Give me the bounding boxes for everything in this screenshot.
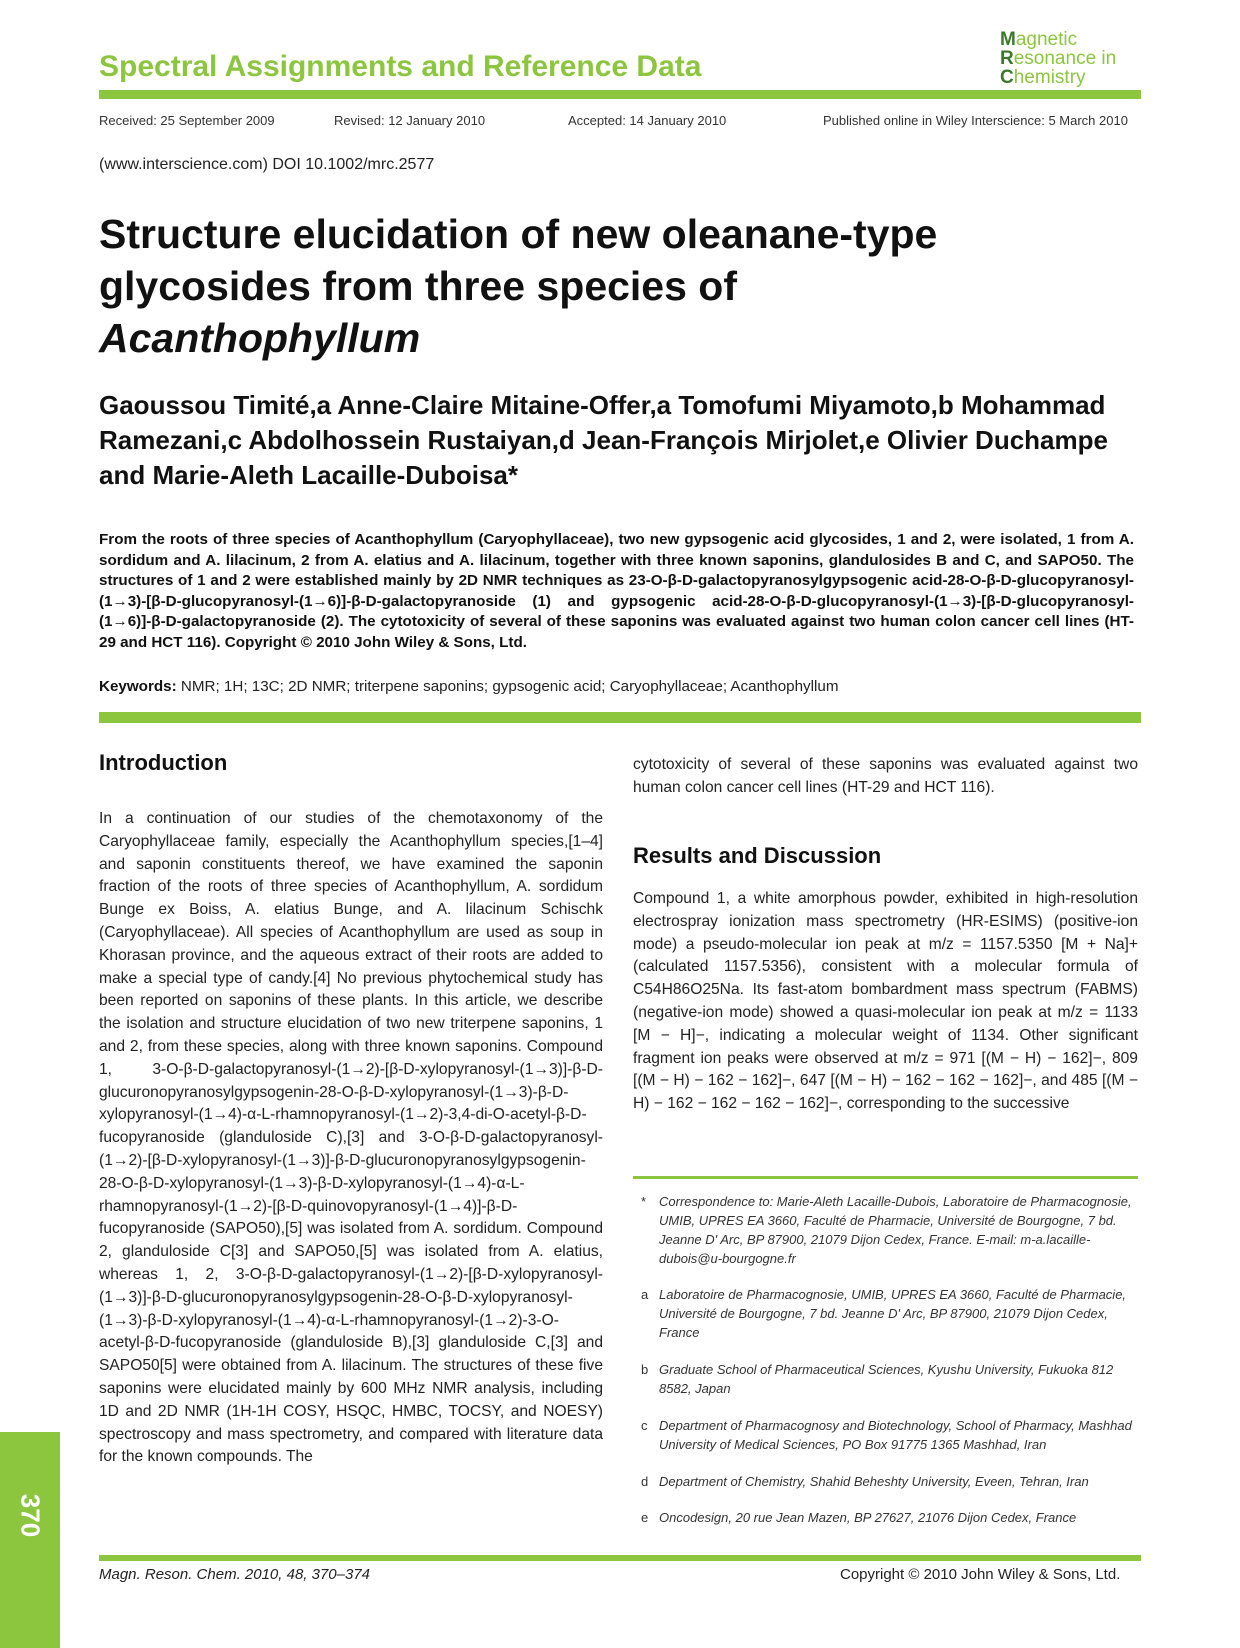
results-heading: Results and Discussion <box>633 843 882 868</box>
author-list: Gaoussou Timité,a Anne-Claire Mitaine-Offer,a Tomofumi Miyamoto,b Mohammad Ramezani,c Abdolhossein Rustaiyan,d Jean-François Mirjolet,e Olivier Duchampe and Marie-Aleth Lacaille-Duboisa* <box>99 390 1108 490</box>
logo-line-1: agnetic <box>1015 29 1078 50</box>
article-title <box>99 208 1149 364</box>
keywords-text: NMR; 1H; 13C; 2D NMR; triterpene saponins; gypsogenic acid; Caryophyllaceae; Acanthophyllum <box>180 678 839 695</box>
section-title: Spectral Assignments and Reference Data <box>99 50 702 83</box>
title-line-1: Structure elucidation of new oleanane-type <box>99 211 938 257</box>
revised-date: Revised: 12 January 2010 <box>334 113 486 128</box>
results-text: Compound 1, a white amorphous powder, exhibited in high-resolution electrospray ionization mass spectrometry (HR-ESIMS) (positive-ion mode) a pseudo-molecular ion peak at m/z = 1157.5350 [M + Na]+ (calculated 1157.5356), consistent with a molecular formula of C54H86O25Na. Its fast-atom bombardment mass spectrum (FABMS) (negative-ion mode) showed a quasi-molecular ion peak at m/z = 1133 [M − H]−, indicating a molecular weight of 1134. Other significant fragment ion peaks were observed at m/z = 971 [(M − H) − 162]−, 809 [(M − H) − 162 − 162]−, 647 [(M − H) − 162 − 162 − 162]−, and 485 [(M − H) − 162 − 162 − 162 − 162]−, corresponding to the successive <box>633 890 1138 1113</box>
footnote-mark-corr: * <box>641 1194 647 1209</box>
introduction-heading: Introduction <box>99 750 228 775</box>
footnote-mark-b: b <box>641 1362 649 1377</box>
introduction-text: In a continuation of our studies of the chemotaxonomy of the Caryophyllaceae family, especially the Acanthophyllum species,[1–4] and saponin constituents thereof, we have examined the saponin fraction of the roots of three species of Acanthophyllum, A. sordidum Bunge ex Boiss, A. elatius Bunge, and A. lilacinum Schischk (Caryophyllaceae). All species of Acanthophyllum are used as soup in Khorasan province, and the aqueous extract of their roots are added to make a special type of candy.[4] No previous phytochemical study has been reported on saponins of these plants. In this article, we describe the isolation and structure elucidation of two new triterpene saponins, 1 and 2, from these species, along with three known saponins. Compound 1, 3-O-β-D-galactopyranosyl-(1→2)-[β-D-xylopyranosyl-(1→3)]-β-D-glucuronopyranosylgypsogenin-28-O-β-D-xylopyranosyl-(1→3)-β-D-xylopyranosyl-(1→4)-α-L-rhamnopyranosyl-(1→2)-3,4-di-O-acetyl-β-D-fucopyranoside (glanduloside C),[3] and 3-O-β-D-galactopyranosyl-(1→2)-[β-D-xylopyranosyl-(1→3)]-β-D-glucuronopyranosylgypsogenin-28-O-β-D-xylopyranosyl-(1→3)-β-D-xylopyranosyl-(1→4)-α-L-rhamnopyranosyl-(1→2)-[β-D-quinovopyranosyl-(1→4)]-β-D-fucopyranoside (SAPO50),[5] was isolated from A. sordidum. Compound 2, glanduloside C[3] and SAPO50,[5] was isolated from A. elatius, whereas 1, 2, 3-O-β-D-galactopyranosyl-(1→2)-[β-D-xylopyranosyl-(1→3)]-β-D-glucuronopyranosylgypsogenin-28-O-β-D-xylopyranosyl-(1→3)-β-D-xylopyranosyl-(1→4)-α-L-rhamnopyranosyl-(1→2)-3-O-acetyl-β-D-fucopyranoside (glanduloside B),[3] glanduloside C,[3] and SAPO50[5] were obtained from A. lilacinum. The structures of these five saponins were elucidated mainly by 600 MHz NMR analysis, including 1D and 2D NMR (1H-1H COSY, HSQC, HMBC, TOCSY, and NOESY) spectroscopy and mass spectrometry, and compared with literature data for the known compounds. The <box>99 810 603 1466</box>
logo-cap-2: R <box>1000 48 1014 69</box>
title-line-3: Acanthophyllum <box>99 315 421 361</box>
footnote-affiliation-b: Graduate School of Pharmaceutical Sciences, Kyushu University, Fukuoka 812 8582, Japan <box>659 1362 1114 1396</box>
logo-line-2: esonance in <box>1013 48 1117 69</box>
journal-citation: Magn. Reson. Chem. 2010, 48, 370–374 <box>99 1566 371 1583</box>
abstract-rule <box>99 712 1141 723</box>
accepted-date: Accepted: 14 January 2010 <box>568 113 727 128</box>
page-number: 370 <box>15 1493 46 1538</box>
doi-line[interactable]: (www.interscience.com) DOI 10.1002/mrc.2577 <box>99 156 435 173</box>
footnote-mark-d: d <box>641 1474 649 1489</box>
logo-cap-3: C <box>1000 67 1014 88</box>
page-number-tab <box>0 1432 60 1648</box>
footnote-affiliation-d: Department of Chemistry, Shahid Beheshty University, Eveen, Tehran, Iran <box>659 1474 1089 1489</box>
abstract: From the roots of three species of Acanthophyllum (Caryophyllaceae), two new gypsogenic acid glycosides, 1 and 2, were isolated, 1 from A. sordidum and A. lilacinum, 2 from A. elatius and A. lilacinum, together with three known saponins, glandulosides B and C, and SAPO50. The structures of 1 and 2 were established mainly by 2D NMR techniques as 23-O-β-D-galactopyranosylgypsogenic acid-28-O-β-D-glucopyranosyl-(1→3)-[β-D-glucopyranosyl-(1→6)]-β-D-galactopyranoside (1) and gypsogenic acid-28-O-β-D-glucopyranosyl-(1→3)-[β-D-glucopyranosyl-(1→6)]-β-D-galactopyranoside (2). The cytotoxicity of several of these saponins was evaluated against two human colon cancer cell lines (HT-29 and HCT 116). Copyright © 2010 John Wiley & Sons, Ltd. <box>99 531 1134 651</box>
journal-logo <box>1000 30 1116 87</box>
published-date: Published online in Wiley Interscience: 5 March 2010 <box>823 113 1128 128</box>
keywords <box>99 678 1139 695</box>
footnote-rule <box>633 1176 1138 1179</box>
header-rule <box>99 90 1141 99</box>
footnote-mark-a: a <box>641 1287 649 1302</box>
logo-cap-1: M <box>1000 29 1016 50</box>
footer-rule <box>99 1555 1141 1561</box>
logo-line-3: hemistry <box>1013 67 1086 88</box>
footnote-mark-c: c <box>641 1418 648 1433</box>
keywords-label: Keywords: <box>99 678 177 695</box>
footnote-affiliation-a: Laboratoire de Pharmacognosie, UMIB, UPRES EA 3660, Faculté de Pharmacie, Université de Bourgogne, 7 bd. Jeanne D' Arc, BP 87900, 21079 Dijon Cedex, France <box>659 1287 1127 1340</box>
footer-copyright: Copyright © 2010 John Wiley & Sons, Ltd. <box>840 1566 1121 1583</box>
footnote-affiliation-c: Department of Pharmacognosy and Biotechnology, School of Pharmacy, Mashhad University of Medical Sciences, PO Box 91775 1365 Mashhad, Iran <box>659 1418 1132 1452</box>
footnote-mark-e: e <box>641 1510 649 1525</box>
received-date: Received: 25 September 2009 <box>99 113 275 128</box>
footnote-correspondence: Correspondence to: Marie-Aleth Lacaille-Dubois, Laboratoire de Pharmacognosie, UMIB, UPRES EA 3660, Faculté de Pharmacie, Université de Bourgogne, 7 bd. Jeanne D' Arc, BP 87900, 21079 Dijon Cedex, France. E-mail: m-a.lacaille-dubois@u-bourgogne.fr <box>659 1194 1132 1266</box>
intro-continuation: cytotoxicity of several of these saponins was evaluated against two human colon cancer cell lines (HT-29 and HCT 116). <box>633 756 1138 796</box>
title-line-2: glycosides from three species of <box>99 263 738 309</box>
footnote-affiliation-e: Oncodesign, 20 rue Jean Mazen, BP 27627, 21076 Dijon Cedex, France <box>659 1510 1077 1525</box>
